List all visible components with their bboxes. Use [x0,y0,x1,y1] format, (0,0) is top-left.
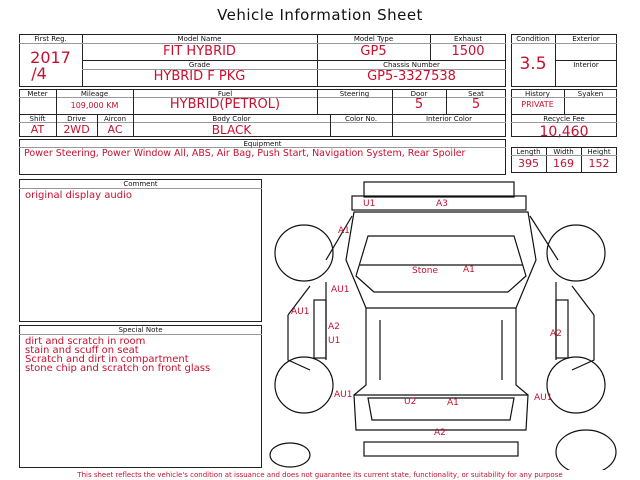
interior-label: Interior [573,61,599,69]
meter-label: Meter [27,90,48,98]
comment-value: original display audio [25,190,132,201]
door-value: 5 [414,97,424,112]
mileage-label: Mileage [80,90,109,98]
exhaust-value: 1500 [451,44,485,59]
width-value: 169 [553,157,574,170]
chassis-number-value: GP5-3327538 [367,69,456,84]
body-color-value: BLACK [211,123,252,137]
steering-label: Steering [339,90,370,98]
sheet-title: Vehicle Information Sheet [217,6,423,24]
aircon-value: AC [107,123,123,136]
model-type-label: Model Type [353,35,394,43]
first-reg-year: 2017 [30,48,71,67]
color-no-label: Color No. [344,115,378,123]
damage-mark: Stone [412,266,438,276]
body-color-label: Body Color [212,115,251,123]
grade-label: Grade [188,61,211,69]
syaken-label: Syaken [577,90,604,98]
damage-mark: AU1 [291,307,310,317]
chassis-number-label: Chassis Number [383,61,440,69]
damage-mark: A2 [550,329,562,339]
width-label: Width [553,148,574,156]
fuel-label: Fuel [217,90,233,98]
seat-label: Seat [468,90,484,98]
equipment-value: Power Steering, Power Window All, ABS, Air Bag, Push Start, Navigation System, Rear Spoiler [24,148,466,159]
damage-mark: AU1 [534,393,553,403]
condition-value: 3.5 [519,54,547,74]
damage-mark: AU1 [334,390,353,400]
damage-mark: U1 [328,336,341,346]
equipment-label: Equipment [243,140,282,148]
drive-label: Drive [67,115,86,123]
damage-mark: AU1 [331,285,350,295]
recycle-fee-value: 10,460 [539,124,589,140]
damage-mark: A2 [434,428,446,438]
first-reg-label: First Reg. [34,35,67,43]
damage-mark: A3 [436,199,448,209]
special-note-line: stain and scuff on seat [25,345,139,356]
car-damage-diagram [268,180,618,470]
door-label: Door [410,90,428,98]
damage-mark: A1 [447,398,459,408]
fuel-value: HYBRID(PETROL) [169,97,281,112]
damage-mark: A1 [338,226,350,236]
comment-label: Comment [123,180,158,188]
height-label: Height [587,148,611,156]
model-name-value: FIT HYBRID [163,44,236,59]
history-label: History [525,90,550,98]
length-value: 395 [518,157,539,170]
drive-value: 2WD [63,123,90,136]
shift-value: AT [30,123,45,136]
special-note-line: stone chip and scratch on front glass [25,363,211,374]
damage-mark: U2 [404,397,417,407]
grade-value: HYBRID F PKG [153,69,246,84]
condition-label: Condition [516,35,550,43]
disclaimer-footer: This sheet reflects the vehicle's condition at issuance and does not guarantee its current state, functionality, or suitability for any purpose [77,471,563,479]
history-value: PRIVATE [521,100,554,109]
shift-label: Shift [29,115,46,123]
exhaust-label: Exhaust [453,35,483,43]
damage-mark: A1 [463,265,475,275]
exterior-label: Exterior [572,35,600,43]
interior-color-label: Interior Color [425,115,473,123]
recycle-fee-label: Recycle Fee [543,115,585,123]
model-name-label: Model Name [177,35,222,43]
model-type-value: GP5 [360,44,387,59]
first-reg-month: /4 [31,64,47,83]
damage-mark: U1 [363,199,376,209]
damage-mark: A2 [328,322,340,332]
mileage-value: 109,000 KM [70,101,119,110]
seat-value: 5 [471,97,481,112]
special-note-label: Special Note [118,326,163,334]
height-value: 152 [588,157,610,170]
special-note-line: Scratch and dirt in compartment [25,354,189,365]
special-note-line: dirt and scratch in room [25,336,146,347]
aircon-label: Aircon [103,115,127,123]
length-label: Length [516,148,541,156]
